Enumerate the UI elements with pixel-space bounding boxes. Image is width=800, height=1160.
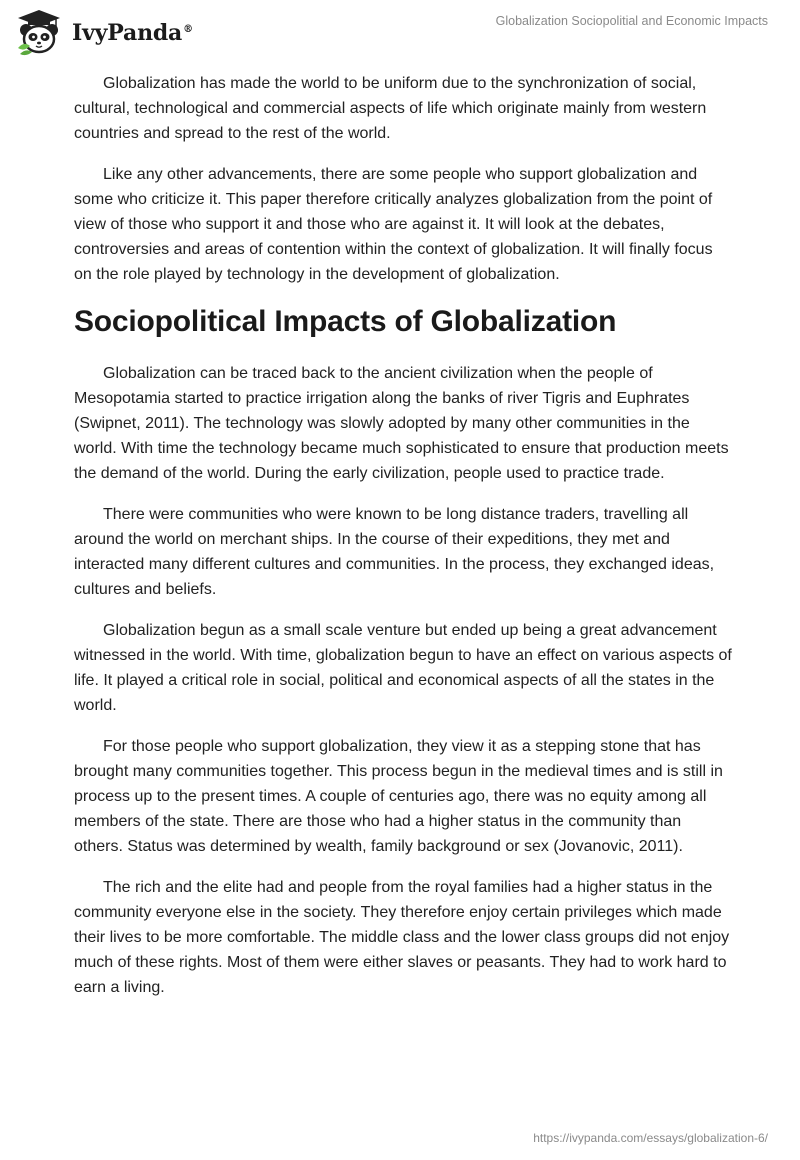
registered-mark: ®: [183, 23, 193, 35]
ivypanda-logo[interactable]: [14, 8, 193, 56]
paragraph-7: The rich and the elite had and people from the royal families had a higher status in the community everyone else in the society. They therefore enjoy certain privileges which made their lives to be more comfortable. The middle class and the lower class groups did not enjoy much of these rights. Most of them were either slaves or peasants. They had to work hard to earn a living.: [74, 879, 730, 996]
paragraph-5: Globalization begun as a small scale venture but ended up being a great advancement witnessed in the world. With time, globalization begun to have an effect on various aspects of life. It played a critical role in social, political and economical aspects of all the states in the world.: [74, 622, 732, 714]
paragraph-1: Globalization has made the world to be uniform due to the synchronization of social, cultural, technological and commercial aspects of life which originate mainly from western countries and spread to the rest of the world.: [74, 75, 707, 142]
section-heading: Sociopolitical Impacts of Globalization: [74, 305, 617, 338]
paragraph-4: There were communities who were known to be long distance traders, travelling all around the world on merchant ships. In the course of their expeditions, they met and interacted many different cultures and communities. In the process, they exchanged ideas, cultures and beliefs.: [74, 506, 715, 598]
essay-content: [74, 71, 734, 1016]
page-header: [0, 0, 800, 62]
paragraph-3: Globalization can be traced back to the ancient civilization when the people of Mesopotamia started to practice irrigation along the banks of river Tigris and Euphrates (Swipnet, 2011). The technology was slowly adopted by many other communities in the world. With time the technology became much sophisticated to ensure that production meets the demand of the world. During the early civilization, people used to practice trade.: [74, 365, 729, 482]
logo-wordmark: IvyPanda®: [72, 20, 193, 46]
source-url[interactable]: https://ivypanda.com/essays/globalization-6/: [533, 1131, 768, 1145]
paragraph-2: Like any other advancements, there are some people who support globalization and some who criticize it. This paper therefore critically analyzes globalization from the point of view of those who support it and those who are against it. It will look at the debates, controversies and areas of contention within the context of globalization. It will finally focus on the role played by technology in the development of globalization.: [74, 166, 713, 283]
document-title: Globalization Sociopolitial and Economic Impacts: [495, 14, 768, 28]
paragraph-6: For those people who support globalization, they view it as a stepping stone that has brought many communities together. This process begun in the medieval times and is still in process up to the present times. A couple of centuries ago, there was no equity among all members of the state. There are those who had a higher status in the community than others. Status was determined by wealth, family background or sex (Jovanovic, 2011).: [74, 738, 723, 855]
panda-graduate-icon: [14, 8, 64, 56]
